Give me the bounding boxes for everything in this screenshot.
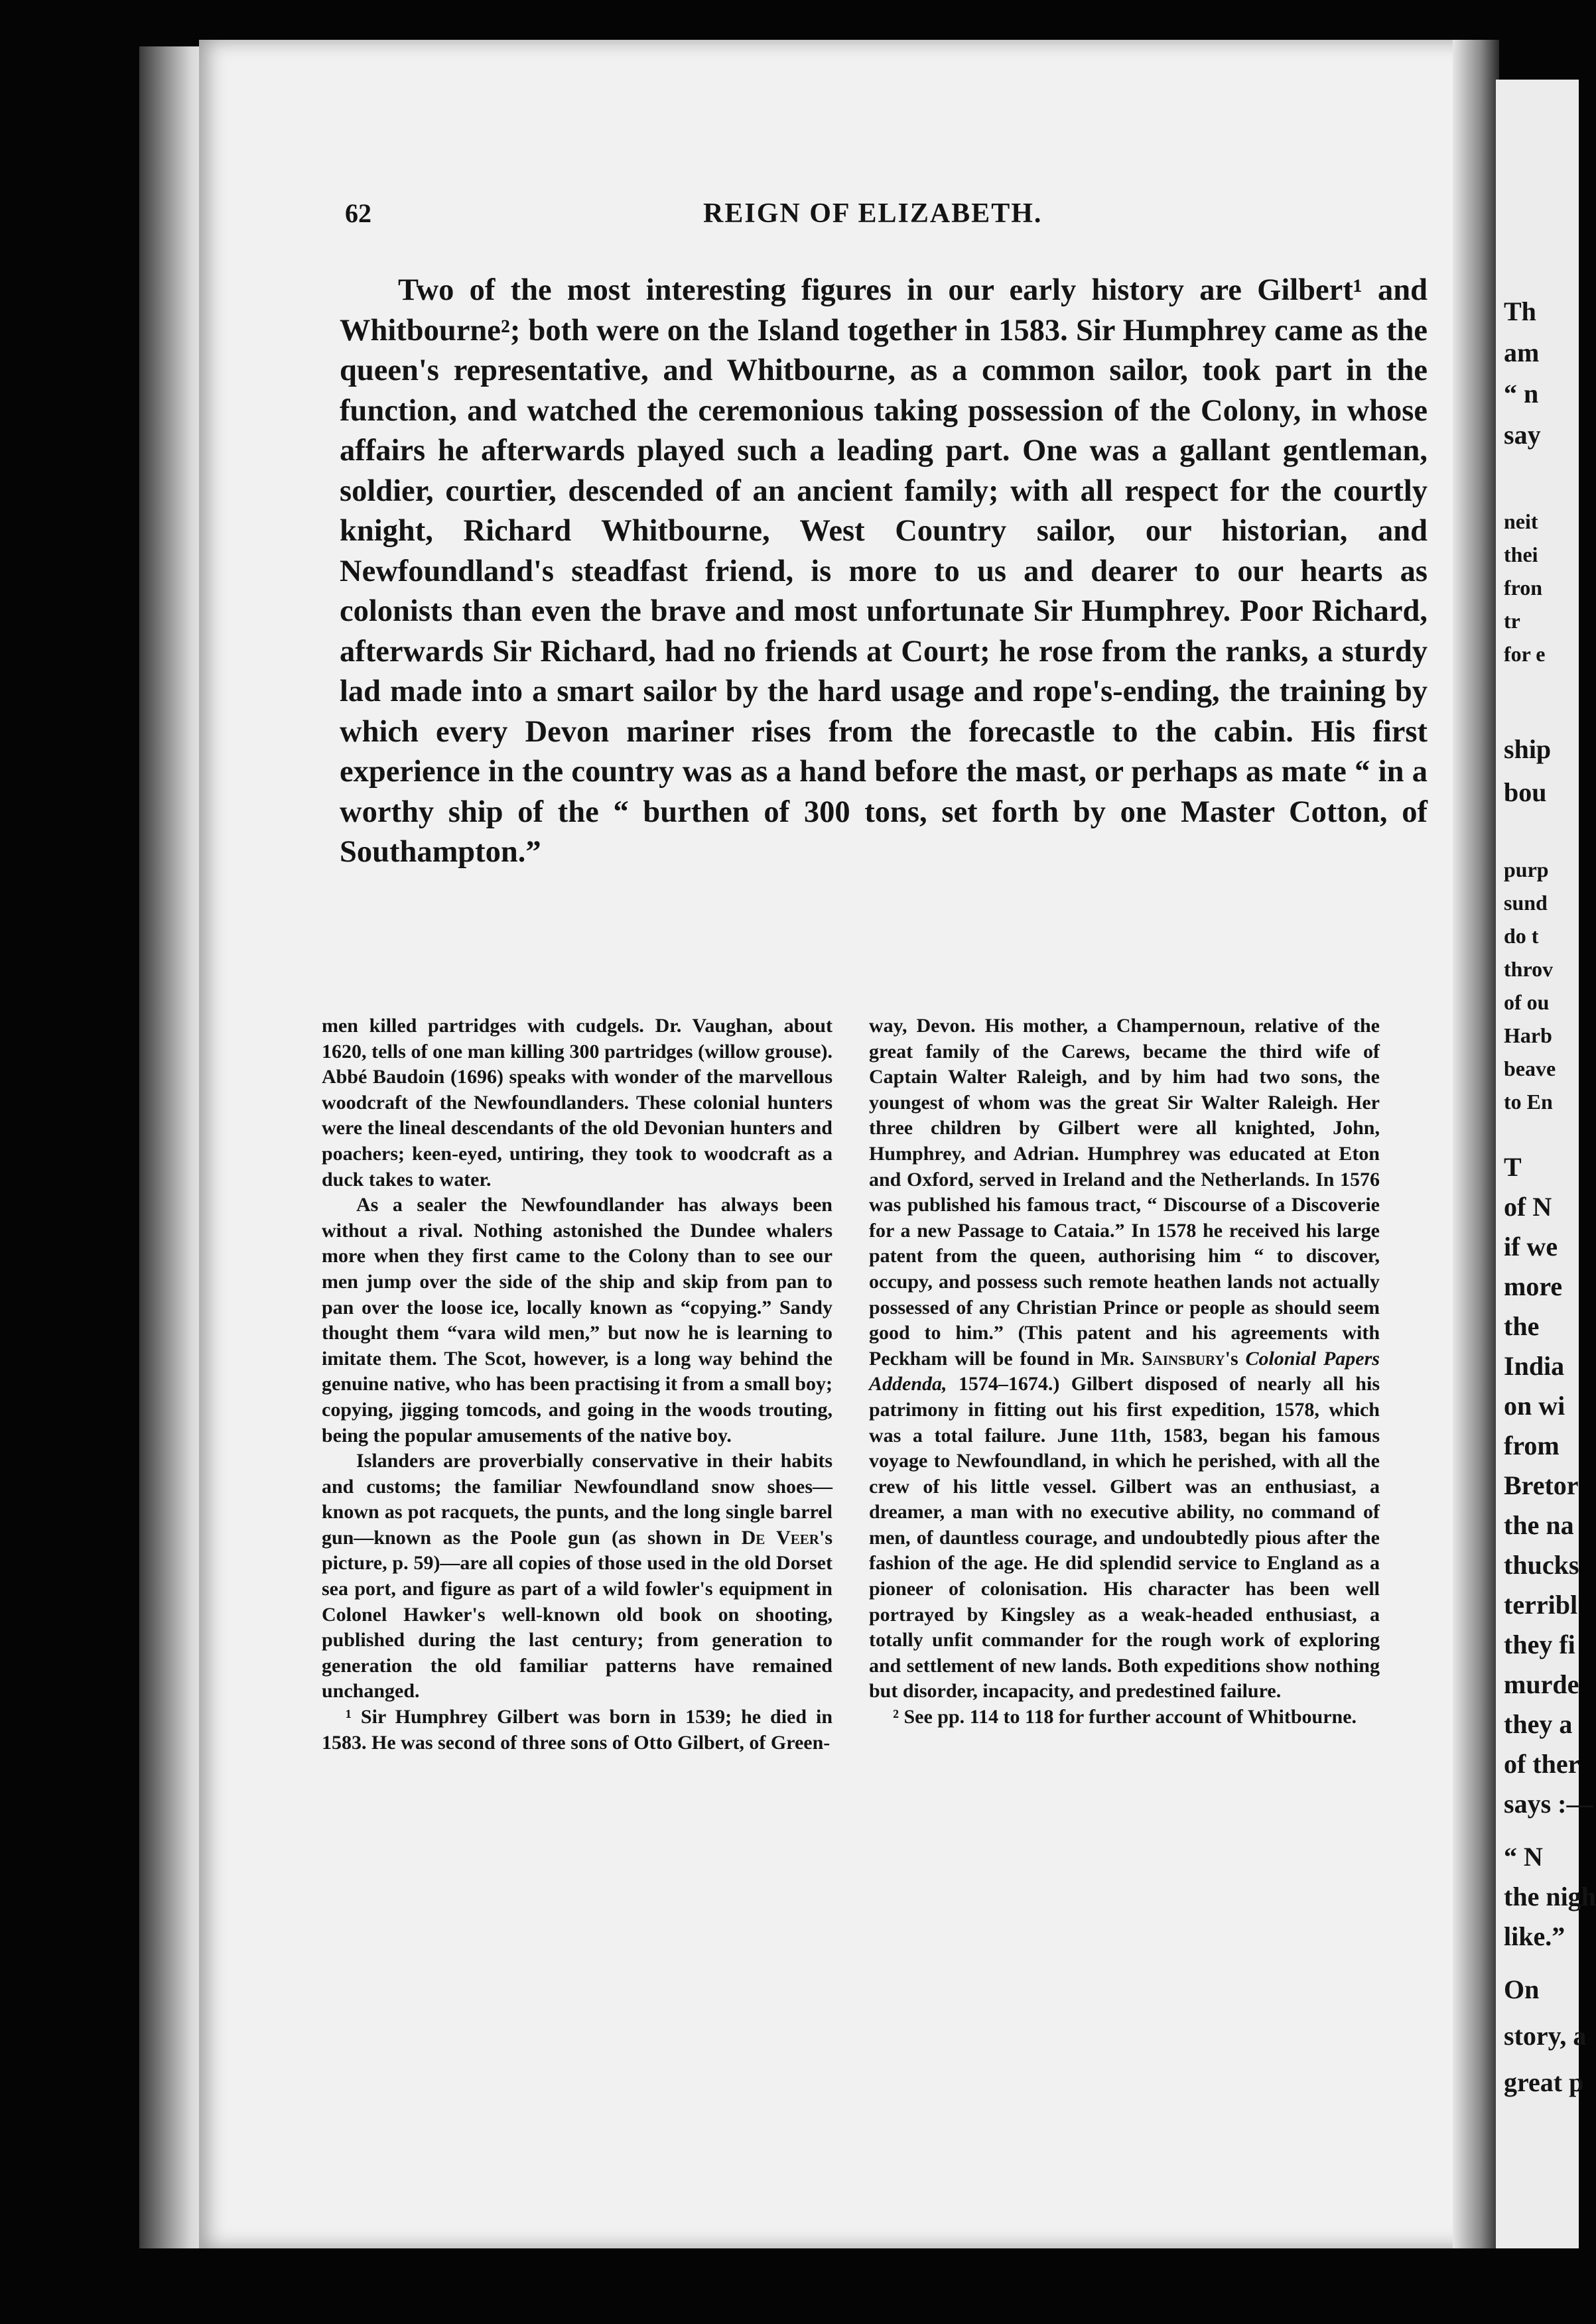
- right-paragraph-1-text-a: way, Devon. His mother, a Champernoun, relative of the great family of the Carews, became the third wife of Captain Walter Raleigh, and by him had two sons, the youngest of whom was the great Sir Walter Raleigh. Her three children by Gilbert were all knighted, John, Humphrey, and Adrian. Humphrey was educated at Eton and Oxford, served in Ireland and the Netherlands. In 1576 was published his famous tract, “ Discourse of a Discoverie for a new Passage to Cataia.” In 1578 he received his large patent from the queen, authorising him “ to discover, occupy, and possess such remote heathen lands not actually possessed of any Christian Prince or people as should seem good to him.” (This patent and his agreements with Peckham will be found in: [869, 1015, 1380, 1370]
- facing-fragment: the na: [1504, 1510, 1574, 1540]
- left-paragraph-3-text-b: 's picture, p. 59)—are all copies of those used in the old Dorset sea port, and figure as part of a wild fowler's equipment in Colonel Hawker's well-known old book on shooting, published during the last century; from generation to generation the old familiar patterns have remained unchanged.: [322, 1526, 832, 1703]
- facing-fragment: Th: [1504, 296, 1536, 326]
- facing-fragment: neit: [1504, 509, 1538, 533]
- facing-fragment: they a: [1504, 1709, 1573, 1739]
- facing-fragment: say: [1504, 420, 1541, 450]
- facing-fragment: beave: [1504, 1057, 1556, 1080]
- facing-fragment: purp: [1504, 858, 1549, 881]
- facing-fragment: throv: [1504, 957, 1554, 981]
- facing-fragment: am: [1504, 338, 1540, 367]
- facing-fragment: more: [1504, 1271, 1563, 1301]
- facing-fragment: for e: [1504, 642, 1546, 666]
- facing-fragment: bou: [1504, 777, 1547, 807]
- facing-fragment: says :—: [1504, 1789, 1593, 1819]
- right-paragraph-1-text-b: 's: [1225, 1347, 1246, 1370]
- facing-fragment: On: [1504, 1974, 1540, 2004]
- footnote-2: ² See pp. 114 to 118 for further account of Whitbourne.: [893, 1706, 1357, 1728]
- facing-fragment: thucks: [1504, 1550, 1579, 1580]
- right-paragraph-1-text-c: 1574–1674.) Gilbert disposed of nearly all his patrimony in fitting out his first expedition, 1578, which was a total failure. June 11th, 1583, began his famous voyage to Newfoundland, in which he perished, with all the crew of his little vessel. Gilbert was an enthusiast, a dreamer, a man with no executive ability, no command of men, of dauntless courage, and undoubtedly pious after the fashion of the age. He did splendid service to England as a pioneer of colonisation. His character has been well portrayed by Kingsley as a weak-headed enthusiast, a totally unfit commander for the rough work of exploring and settlement of new lands. Both expeditions show nothing but disorder, incapacity, and predestined failure.: [869, 1373, 1380, 1703]
- facing-fragment: from: [1504, 1431, 1560, 1460]
- facing-fragment: Bretor: [1504, 1470, 1579, 1500]
- facing-fragment: ship: [1504, 734, 1552, 764]
- facing-fragment: to En: [1504, 1090, 1553, 1114]
- running-title: REIGN OF ELIZABETH.: [703, 198, 1043, 229]
- facing-fragment: of ou: [1504, 990, 1550, 1014]
- facing-fragment: the: [1504, 1311, 1540, 1341]
- lead-paragraph: Two of the most interesting figures in our early history are Gilbert¹ and Whitbourne²; both were on the Island together in 1583. Sir Humphrey came as the queen's representative, and Whitbourne, as a common sailor, took part in the function, and watched the ceremonious taking possession of the Colony, in whose affairs he afterwards played such a leading part. One was a gallant gentleman, soldier, courtier, descended of an ancient family; with all respect for the courtly knight, Richard Whitbourne, West Country sailor, our historian, and Newfoundland's steadfast friend, is more to us and dearer to our hearts as colonists than even the brave and most unfortunate Sir Humphrey. Poor Richard, afterwards Sir Richard, had no friends at Court; he rose from the ranks, a sturdy lad made into a smart sailor by the hard usage and rope's-ending, the training by which every Devon mariner rises from the forecastle to the cabin. His first experience in the country was as a hand before the mast, or perhaps as mate “ in a worthy ship of the “ burthen of 300 tons, set forth by one Master Cotton, of Southampton.”: [340, 273, 1428, 869]
- left-paragraph-3-text-a: Islanders are proverbially conservative in their habits and customs; the familiar Newfoundland snow shoes—known as pot racquets, the punts, and the long single barrel gun—known as the Poole gun (as shown in: [322, 1450, 832, 1549]
- facing-fragment: do t: [1504, 924, 1539, 948]
- facing-fragment: T: [1504, 1152, 1522, 1182]
- facing-fragment: “ N: [1504, 1842, 1543, 1872]
- facing-fragment: like.”: [1504, 1921, 1565, 1951]
- facing-fragment: thei: [1504, 543, 1538, 566]
- left-paragraph-2: As a sealer the Newfoundlander has always been without a rival. Nothing astonished the Dundee whalers more when they first came to the Colony than to see our men jump over the side of the ship and skip from pan to pan over the loose ice, locally known as “copying.” Sandy thought them “vara wild men,” but now he is learning to imitate them. The Scot, however, is a long way behind the genuine native, who has been practising it from a small boy; copying, jigging tomcods, and going in the woods trouting, being the popular amusements of the native boy.: [322, 1194, 832, 1447]
- facing-fragment: the nigh: [1504, 1882, 1596, 1911]
- facing-fragment: murde: [1504, 1669, 1579, 1699]
- page-gutter-shadow: [1453, 40, 1499, 2248]
- left-paragraph-3: [322, 1449, 832, 1705]
- facing-fragment: India: [1504, 1351, 1565, 1381]
- facing-fragment: story, a: [1504, 2021, 1587, 2051]
- footnote-1: ¹ Sir Humphrey Gilbert was born in 1539; he died in 1583. He was second of three sons of Otto Gilbert, of Green-: [322, 1706, 832, 1754]
- book-title-colonial-papers: Colonial Papers Addenda,: [869, 1347, 1380, 1395]
- facing-fragment: Harb: [1504, 1023, 1552, 1047]
- author-name-de-veer: De Veer: [741, 1526, 819, 1549]
- facing-fragment: of N: [1504, 1192, 1552, 1222]
- facing-fragment: “ n: [1504, 379, 1539, 409]
- facing-fragment: if we: [1504, 1232, 1558, 1261]
- page-number: 62: [345, 198, 371, 228]
- facing-fragment: of ther: [1504, 1749, 1580, 1779]
- running-head: [345, 198, 1433, 237]
- left-column: [322, 1013, 832, 1756]
- facing-fragment: terribl: [1504, 1590, 1578, 1620]
- right-paragraph-1: [869, 1013, 1380, 1705]
- left-paragraph-1: men killed partridges with cudgels. Dr. Vaughan, about 1620, tells of one man killing 300 partridges (willow grouse). Abbé Baudoin (1696) speaks with wonder of the marvellous woodcraft of the Newfoundlanders. These colonial hunters were the lineal descendants of the old Devonian hunters and poachers; keen-eyed, untiring, they took to woodcraft as a duck takes to water.: [322, 1015, 832, 1191]
- author-name-sainsbury: Mr. Sainsbury: [1100, 1347, 1225, 1370]
- facing-fragment: they fi: [1504, 1630, 1575, 1659]
- facing-page-edge: [1496, 80, 1596, 2248]
- facing-fragment: fron: [1504, 576, 1543, 600]
- facing-fragment: tr: [1504, 609, 1520, 633]
- facing-fragment: great p: [1504, 2067, 1584, 2097]
- facing-fragment: sund: [1504, 891, 1548, 915]
- right-column: [869, 1013, 1380, 1730]
- facing-fragment: on wi: [1504, 1391, 1565, 1421]
